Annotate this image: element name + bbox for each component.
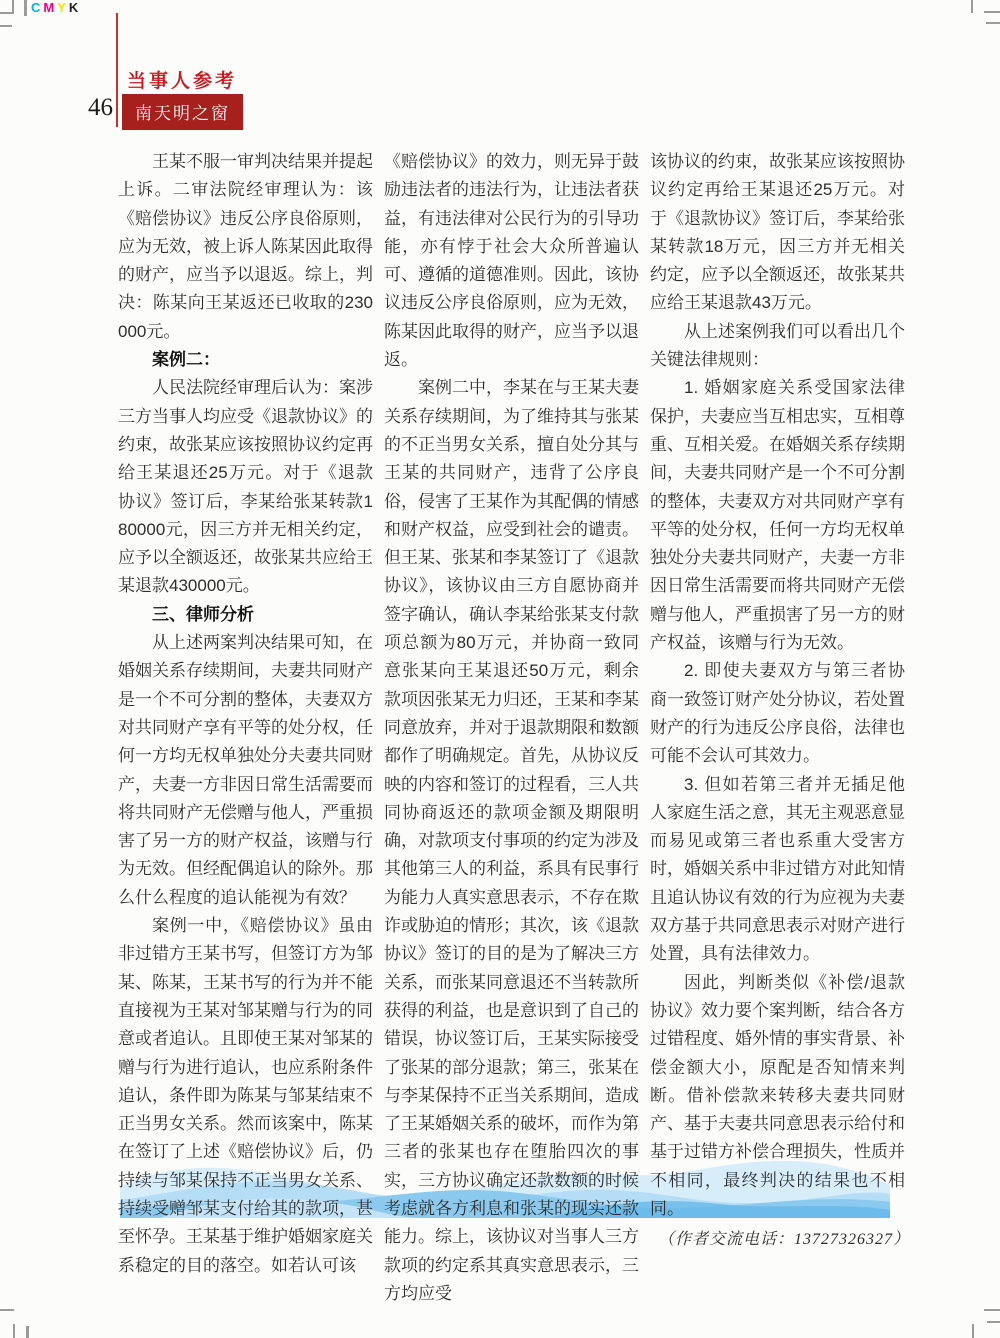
paragraph: 人民法院经审理后认为：案涉三方当事人均应受《退款协议》的约束，故张某应该按照协议约定再给王某退还25万元。对于《退款协议》签订后，李某给张某转款180000元，因三方并无相关约定，应予以全额返还，故张某共应给王某退款430000元。 — [118, 378, 373, 596]
cmyk-letter-c: C — [31, 0, 44, 15]
print-registration-bar — [24, 0, 27, 16]
crop-mark — [987, 1321, 1000, 1323]
case-two-heading: 案例二： — [152, 350, 220, 370]
page-number: 46 — [88, 94, 113, 121]
cmyk-print-label — [31, 0, 81, 15]
paragraph: 因此，判断类似《补偿/退款协议》效力要个案判断，结合各方过错程度、婚外情的事实背景、补偿金额大小，原配是否知情来判断。借补偿款来转移夫妻共同财产、基于夫妻共同意思表示给付和基于过错方补偿合理损失，性质并不相同，最终判决的结果也不相同。 — [650, 972, 905, 1218]
text-column-3 — [650, 148, 911, 1308]
text-column-2 — [384, 148, 639, 1308]
cmyk-letter-y: Y — [57, 0, 69, 15]
crop-mark — [986, 22, 1000, 24]
crop-mark — [984, 11, 1000, 13]
cmyk-letter-k: K — [68, 0, 82, 15]
rule-item-1: 1. 婚姻家庭关系受国家法律保护，夫妻应当互相忠实，互相尊重、互相关爱。在婚姻关系存续期间，夫妻共同财产是一个不可分割的整体，夫妻双方对共同财产享有平等的处分权，任何一方均无权单独处分夫妻共同财产，夫妻一方非因日常生活需要而将共同财产无偿赠与他人，严重损害了另一方的财产权益，该赠与行为无效。 — [650, 378, 905, 653]
rule-item-2: 2. 即使夫妻双方与第三者协商一致签订财产处分协议，若处置财产的行为违反公序良俗，法律也可能不会认可其效力。 — [650, 661, 905, 766]
rule-item-3: 3. 但如若第三者并无插足他人家庭生活之意，其无主观恶意显而易见或第三者也系重大受害方时，婚姻关系中非过错方对此知情且追认协议有效的行为应视为夫妻双方基于共同意思表示对财产进行处置，具有法律效力。 — [650, 774, 905, 964]
crop-mark — [13, 1324, 15, 1338]
column-title: 当事人参考 — [127, 71, 238, 92]
section-title: 南天明之窗 — [135, 104, 230, 123]
crop-mark — [26, 1326, 29, 1338]
paragraph: 从上述案例我们可以看出几个关键法律规则： — [650, 321, 905, 370]
lawyer-analysis-heading: 三、律师分析 — [152, 604, 254, 624]
crop-mark — [984, 1309, 1000, 1311]
crop-mark — [972, 1324, 974, 1338]
text-column-1 — [118, 148, 373, 1308]
paragraph: 《赔偿协议》的效力，则无异于鼓励违法者的违法行为，让违法者获益，有违法律对公民行为的引导功能，亦有悖于社会大众所普遍认可、遵循的道德准则。因此，该协议违反公序良俗原则，应为无效，陈某因此取得的财产，应当予以退返。 — [384, 152, 639, 370]
crop-mark — [971, 0, 973, 13]
cmyk-letter-m: M — [43, 0, 58, 15]
paragraph: 王某不服一审判决结果并提起上诉。二审法院经审理认为：该《赔偿协议》违反公序良俗原则，应为无效，被上诉人陈某因此取得的财产，应当予以退返。综上，判决：陈某向王某返还已收取的230000元。 — [118, 152, 373, 341]
paragraph: 该协议的约束，故张某应该按照协议约定再给王某退还25万元。对于《退款协议》签订后，李某给张某转款18万元，因三方并无相关约定，应予以全额返还，故张某共应给王某退款43万元。 — [650, 152, 905, 313]
crop-mark — [0, 25, 12, 27]
paragraph: 从上述两案判决结果可知，在婚姻关系存续期间，夫妻共同财产是一个不可分割的整体，夫妻双方对共同财产享有平等的处分权，任何一方均无权单独处分夫妻共同财产，夫妻一方非因日常生活需要而将共同财产无偿赠与他人，严重损害了另一方的财产权益，该赠与行为无效。但经配偶追认的除外。那么什么程度的追认能视为有效？ — [118, 633, 373, 907]
crop-mark — [0, 1309, 14, 1311]
section-title-box — [122, 94, 243, 130]
header-rule — [116, 13, 118, 127]
paragraph: 案例二中，李某在与王某夫妻关系存续期间，为了维持其与张某的不正当男女关系，擅自处分其与王某的共同财产，违背了公序良俗，侵害了王某作为其配偶的情感和财产权益，应受到社会的谴责。但王某、张某和李某签订了《退款协议》，该协议由三方自愿协商并签字确认，确认李某给张某支付款项总额为80万元，并协商一致同意张某向王某退还50万元，剩余款项因张某无力归还，王某和李某同意放弃，并对于退款期限和数额都作了明确规定。首先，从协议反映的内容和签订的过程看，三人共同协商返还的款项金额及期限明确，对款项支付事项的约定为涉及其他第三人的利益，系具有民事行为能力人真实意思表示，不存在欺诈或胁迫的情形；其次，该《退款协议》签订的目的是为了解决三方关系，而张某同意退还不当转款所获得的利益，也是意识到了自己的错误，协议签订后，王某实际接受了张某的部分退款；第三，张某在与李某保持不正当关系期间，造成了王某婚姻关系的破坏，而作为第三者的张某也存在堕胎四次的事实，三方协议确定还款数额的时候考虑就各方利息和张某的现实还款能力。综上，该协议对当事人三方款项的约定系其真实意思表示，三方均应受 — [384, 378, 639, 1303]
paragraph: 案例一中，《赔偿协议》虽由非过错方王某书写，但签订方为邹某、陈某，王某书写的行为并不能直接视为王某对邹某赠与行为的同意或者追认。且即使王某对邹某的赠与行为进行追认，也应系附条件追认，条件即为陈某与邹某结束不正当男女关系。然而该案中，陈某在签订了上述《赔偿协议》后，仍持续与邹某保持不正当男女关系、持续受赠邹某支付给其的款项，甚至怀孕。王某基于维护婚姻家庭关系稳定的目的落空。如若认可该 — [118, 916, 373, 1275]
crop-mark — [12, 0, 14, 14]
author-contact-line: （作者交流电话：13727326327） — [658, 1231, 911, 1249]
article-body — [118, 148, 911, 1308]
